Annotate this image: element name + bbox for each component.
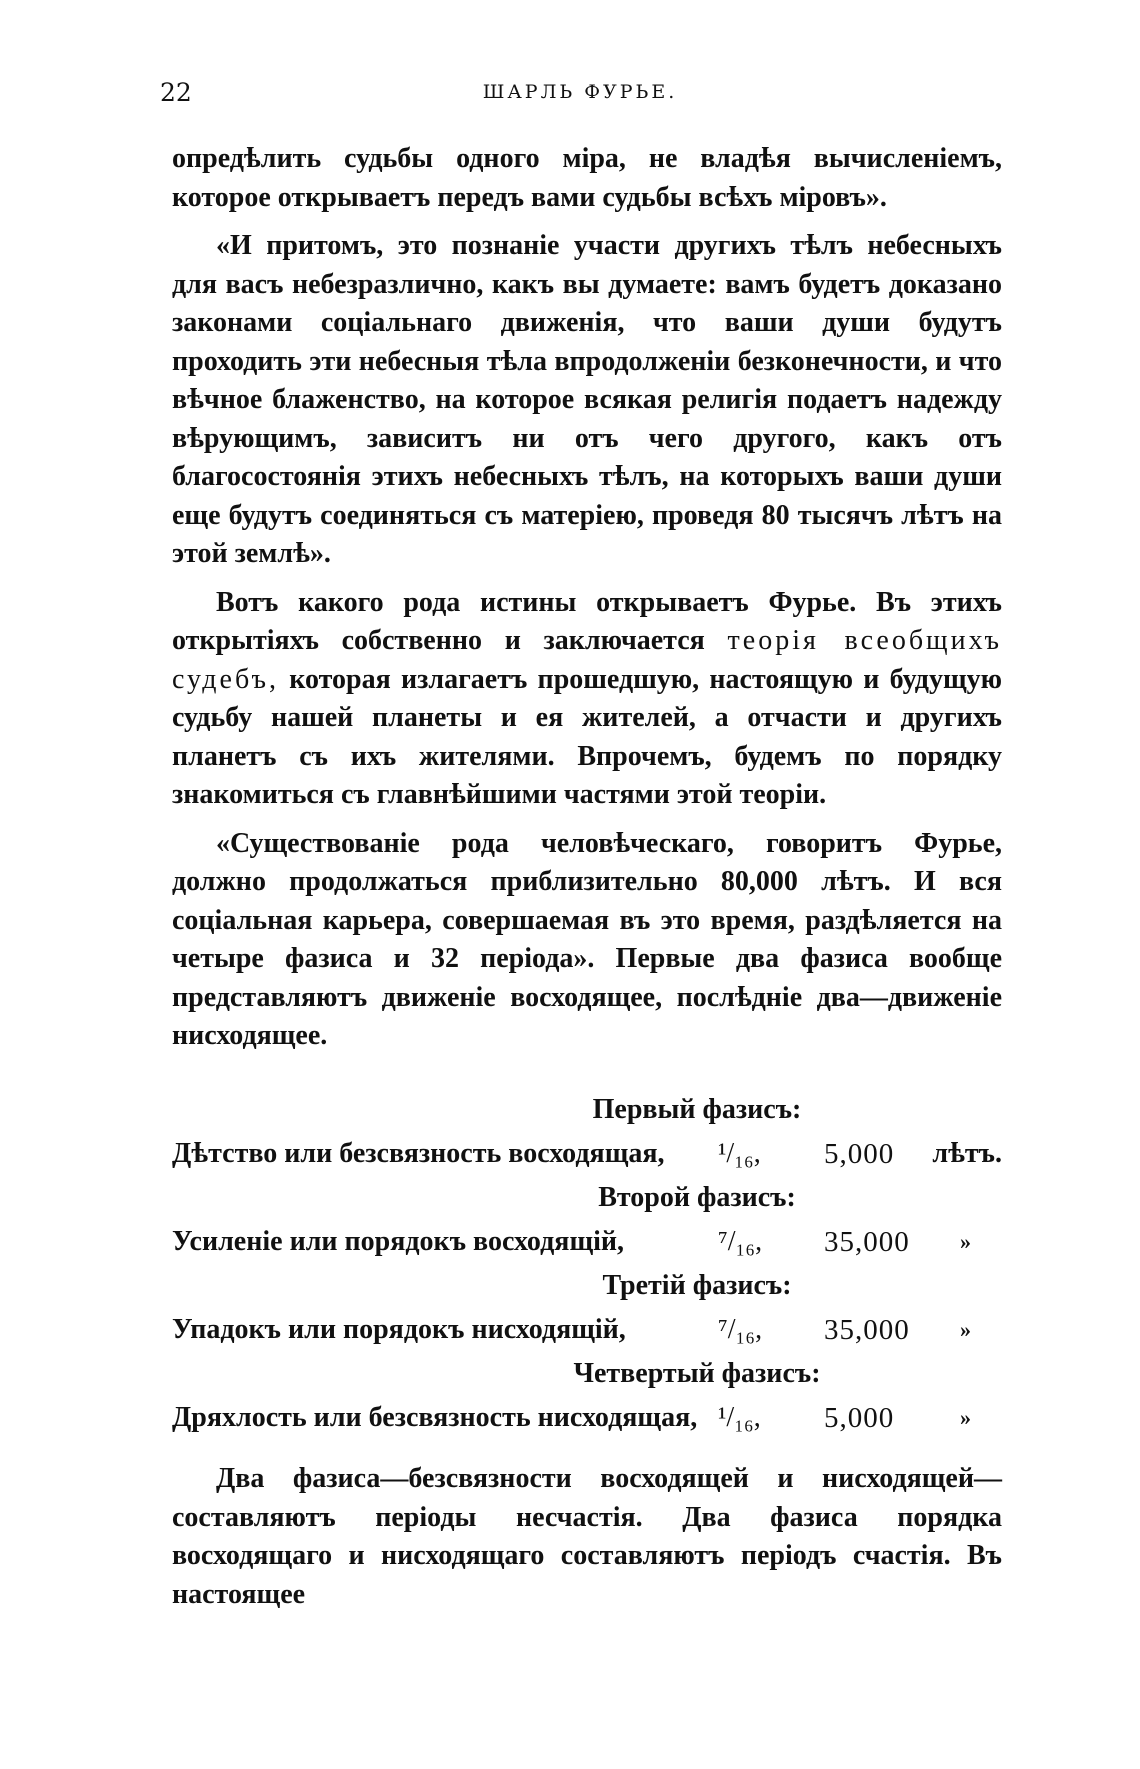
phase-fraction: ⁷/₁₆, [718,1314,763,1345]
phase-label: Дряхлость или безсвязность нисходящая, [172,1402,698,1433]
phase-unit: лѣтъ. [932,1138,1002,1169]
phase-heading-2: Второй фазисъ: [598,1182,796,1213]
phases-table [172,1088,1002,1440]
ditto-mark: » [960,1405,971,1430]
phase-fraction: ¹/₁₆, [718,1402,761,1433]
phase-fraction: ⁷/₁₆, [718,1226,763,1257]
phase-heading-1: Первый фазисъ: [592,1094,802,1125]
phase-label: Усиленіе или порядокъ восходящій, [172,1226,624,1257]
main-text [172,140,1002,1056]
phase-years: 5,000 [824,1138,895,1170]
page-number: 22 [160,78,192,107]
phase-years: 35,000 [824,1226,910,1258]
phase-heading-4: Четвертый фазисъ: [573,1358,821,1389]
spaced-term: теорія всеобщихъ судебъ, [172,625,1003,695]
paragraph-2: «И притомъ, это познаніе участи другихъ тѣлъ небесныхъ для васъ небезразлично, какъ вы думаете: вамъ будетъ доказано законами соціальнаго движенія, что ваши души будутъ проходить эти небесныя тѣла впродолженіи безконечности, и что вѣчное блаженство, на которое всякая религія подаетъ надежду вѣрующимъ, зависитъ ни отъ чего другого, какъ отъ благосостоянія этихъ небесныхъ тѣлъ, на которыхъ ваши души еще будутъ соединяться съ матеріею, проведя 80 тысячъ лѣтъ на этой землѣ». [172,230,1002,569]
running-title: ШАРЛЬ ФУРЬЕ. [482,81,678,103]
phase-heading-3: Третій фазисъ: [602,1270,792,1301]
ditto-mark: » [960,1317,971,1342]
phase-row-2 [172,1220,1002,1264]
paragraph-5: Два фазиса—безсвязности восходящей и нисходящей—составляютъ періоды несчастія. Два фазиса порядка восходящаго и нисходящаго составляютъ періодъ счастія. Въ настоящее [172,1463,1002,1610]
phase-row-1 [172,1132,1002,1176]
paragraph-4: «Существованіе рода человѣческаго, говоритъ Фурье, должно продолжаться приблизительно 80,000 лѣтъ. И вся соціальная карьера, совершаемая въ это время, раздѣляется на четыре фазиса и 32 періода». Первые два фазиса вообще представляютъ движеніе восходящее, послѣдніе два—движеніе нисходящее. [172,827,1002,1051]
ditto-mark: » [960,1229,971,1254]
phase-row-3 [172,1308,1002,1352]
closing-text [172,1460,1002,1614]
phase-row-4 [172,1396,1002,1440]
phase-label: Дѣтство или безсвязность восходящая, [172,1138,665,1169]
paragraph-3-end: которая излагаетъ прошедшую, настоящую и будущую судьбу нашей планеты и ея жителей, а отчасти и другихъ планетъ съ ихъ жителями. Впрочемъ, будемъ по порядку знакомиться съ главнѣйшими частями этой теоріи. [172,663,1003,810]
paragraph-1: опредѣлить судьбы одного міра, не владѣя вычисленіемъ, которое открываетъ передъ вами судьбы всѣхъ міровъ». [172,143,1002,213]
phase-years: 35,000 [824,1314,910,1346]
phase-fraction: ¹/₁₆, [718,1138,761,1169]
phase-label: Упадокъ или порядокъ нисходящій, [172,1314,626,1345]
phase-years: 5,000 [824,1402,895,1434]
paragraph-3 [172,584,1002,815]
paragraph-3-start: Вотъ какого рода истины открываетъ Фурье. Въ этихъ открытіяхъ собственно и заключается [172,586,1002,656]
page-header [160,78,1000,108]
